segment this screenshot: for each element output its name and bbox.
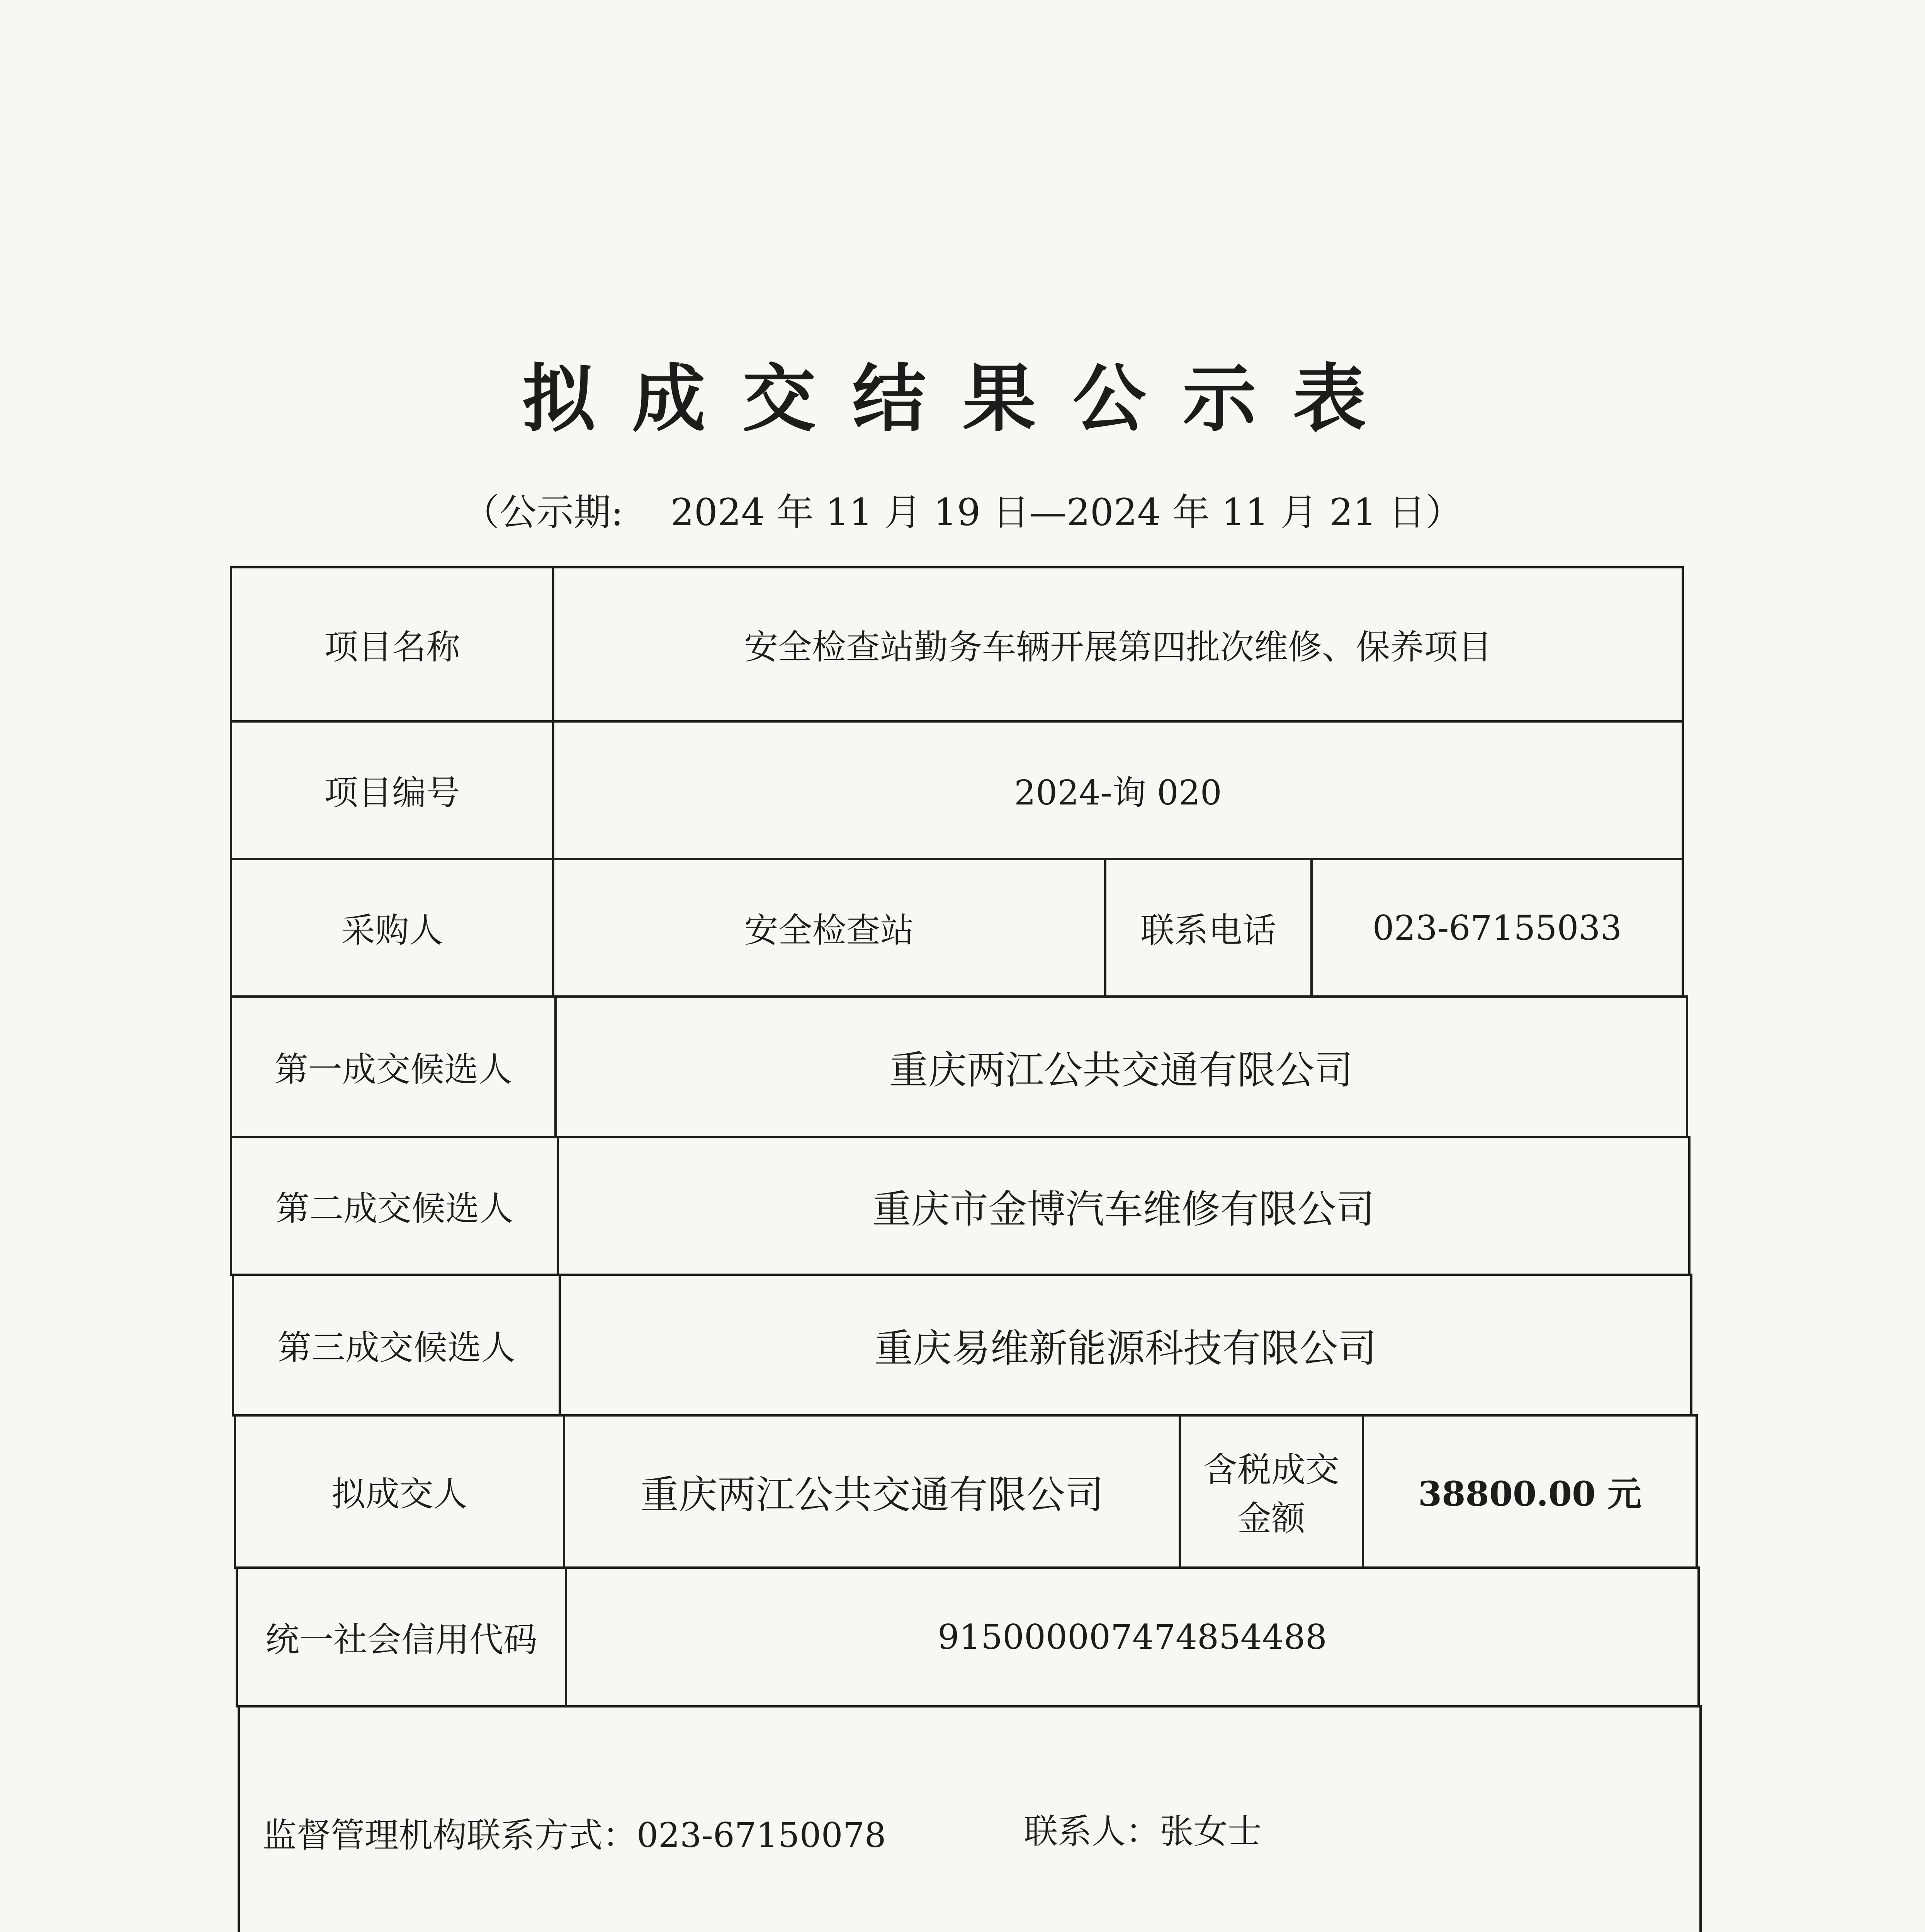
purchaser-label: 采购人: [230, 858, 554, 998]
phone-value: 023-67155033: [1310, 858, 1684, 998]
credit-code-label: 统一社会信用代码: [236, 1566, 567, 1708]
candidate2-label: 第二成交候选人: [230, 1136, 559, 1276]
supervision-contact: 监督管理机构联系方式：023-67150078: [263, 1815, 886, 1855]
page-title: 拟成交结果公示表: [522, 356, 1403, 442]
purchaser-value: 安全检查站: [552, 858, 1106, 998]
candidate3-label: 第三成交候选人: [232, 1274, 561, 1417]
candidate2-value: 重庆市金博汽车维修有限公司: [557, 1136, 1691, 1276]
amount-value: 38800.00 元: [1362, 1414, 1698, 1569]
candidate3-value: 重庆易维新能源科技有限公司: [559, 1274, 1692, 1417]
project-name-label: 项目名称: [230, 566, 554, 723]
project-no-label: 项目编号: [230, 720, 554, 860]
credit-code-value: 915000007474854488: [565, 1566, 1700, 1708]
publicity-period: （公示期: 2024 年 11 月 19 日—2024 年 11 月 21 日）: [462, 491, 1463, 534]
candidate1-label: 第一成交候选人: [230, 995, 557, 1138]
phone-label: 联系电话: [1104, 858, 1313, 998]
candidate1-value: 重庆两江公共交通有限公司: [554, 995, 1688, 1138]
winner-value: 重庆两江公共交通有限公司: [563, 1414, 1181, 1569]
project-no-value: 2024-询 020: [552, 720, 1684, 860]
winner-label: 拟成交人: [234, 1414, 565, 1569]
amount-label: 含税成交 金额: [1179, 1414, 1364, 1569]
project-name-value: 安全检查站勤务车辆开展第四批次维修、保养项目: [552, 566, 1684, 723]
supervision-person: 联系人：张女士: [1024, 1811, 1262, 1851]
